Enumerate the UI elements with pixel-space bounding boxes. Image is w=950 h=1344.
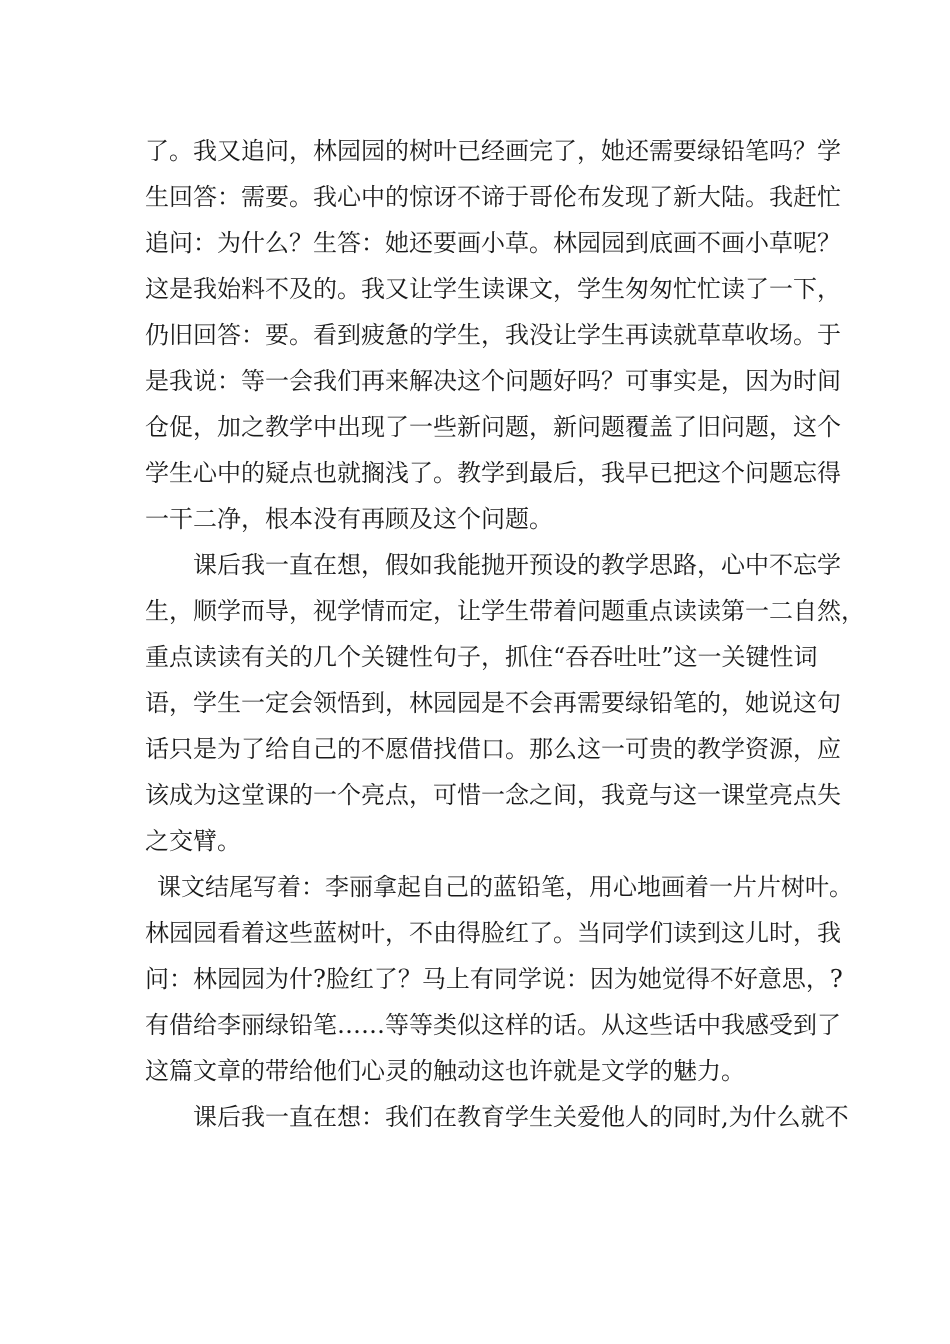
- text-line: 该成为这堂课的一个亮点，可惜一念之间，我竟与这一课堂亮点失: [145, 781, 841, 809]
- text-line: 仍旧回答：要。看到疲惫的学生，我没让学生再读就草草收场。于: [145, 321, 841, 349]
- text-line: 重点读读有关的几个关键性句子，抓住“吞吞吐吐”这一关键性词: [145, 643, 818, 671]
- paragraph-start-line: 课后我一直在想：我们在教育学生关爱他人的同时,为什么就不: [193, 1103, 849, 1131]
- text-line: 问：林园园为什?脸红了？马上有同学说：因为她觉得不好意思，?: [145, 965, 843, 993]
- text-line: 林园园看着这些蓝树叶，不由得脸红了。当同学们读到这儿时，我: [145, 919, 841, 947]
- text-line: 生，顺学而导，视学情而定，让学生带着问题重点读读第一二自然，: [145, 597, 865, 625]
- text-line: 追问：为什么？生答：她还要画小草。林园园到底画不画小草呢？: [145, 229, 841, 257]
- text-line: 语，学生一定会领悟到，林园园是不会再需要绿铅笔的，她说这句: [145, 689, 841, 717]
- paragraph-start-line: 课文结尾写着：李丽拿起自己的蓝铅笔，用心地画着一片片树叶。: [157, 873, 853, 901]
- text-line: 这篇文章的带给他们心灵的触动这也许就是文学的魅力。: [145, 1057, 745, 1085]
- text-line: 学生心中的疑点也就搁浅了。教学到最后，我早已把这个问题忘得: [145, 459, 841, 487]
- text-line: 仓促，加之教学中出现了一些新问题，新问题覆盖了旧问题，这个: [145, 413, 841, 441]
- text-line: 话只是为了给自己的不愿借找借口。那么这一可贵的教学资源，应: [145, 735, 841, 763]
- text-line: 一干二净，根本没有再顾及这个问题。: [145, 505, 553, 533]
- text-line: 是我说：等一会我们再来解决这个问题好吗？可事实是，因为时间: [145, 367, 841, 395]
- text-line: 生回答：需要。我心中的惊讶不谛于哥伦布发现了新大陆。我赶忙: [145, 183, 841, 211]
- text-line: 了。我又追问，林园园的树叶已经画完了，她还需要绿铅笔吗？学: [145, 137, 841, 165]
- paragraph-start-line: 课后我一直在想，假如我能抛开预设的教学思路，心中不忘学: [193, 551, 841, 579]
- text-line: 有借给李丽绿铅笔……等等类似这样的话。从这些话中我感受到了: [145, 1011, 841, 1039]
- document-body: [145, 128, 865, 1140]
- text-line: 这是我始料不及的。我又让学生读课文，学生匆匆忙忙读了一下，: [145, 275, 841, 303]
- text-line: 之交臂。: [145, 827, 241, 855]
